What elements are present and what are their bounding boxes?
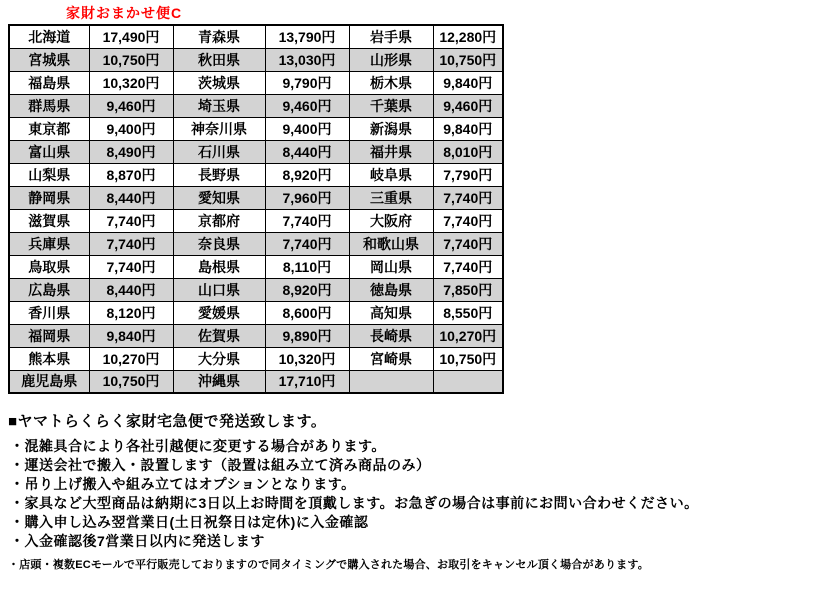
price-cell: 8,490円 [89,140,173,163]
price-cell: 8,920円 [265,163,349,186]
prefecture-cell: 山梨県 [9,163,89,186]
price-cell: 8,600円 [265,301,349,324]
price-cell: 10,320円 [265,347,349,370]
price-cell: 17,490円 [89,25,173,48]
table-row [9,324,503,347]
prefecture-cell: 長野県 [173,163,265,186]
prefecture-cell: 京都府 [173,209,265,232]
prefecture-cell: 静岡県 [9,186,89,209]
shipping-notes-list [10,437,699,551]
price-cell: 7,960円 [265,186,349,209]
table-row [9,232,503,255]
price-cell: 7,740円 [433,255,503,278]
prefecture-cell: 山形県 [349,48,433,71]
price-cell: 7,740円 [89,255,173,278]
prefecture-cell: 愛知県 [173,186,265,209]
price-cell: 12,280円 [433,25,503,48]
prefecture-cell: 富山県 [9,140,89,163]
table-row [9,117,503,140]
note-bullet: ・入金確認後7営業日以内に発送します [10,533,265,549]
prefecture-cell: 奈良県 [173,232,265,255]
price-cell: 9,890円 [265,324,349,347]
prefecture-cell: 栃木県 [349,71,433,94]
price-cell: 7,740円 [433,232,503,255]
prefecture-cell: 千葉県 [349,94,433,117]
shipping-notes-heading: ■ヤマトらくらく家財宅急便で発送致します。 [8,413,327,430]
price-cell: 8,870円 [89,163,173,186]
price-cell: 9,400円 [265,117,349,140]
price-cell: 7,790円 [433,163,503,186]
table-row [9,140,503,163]
price-cell: 9,460円 [89,94,173,117]
prefecture-cell: 北海道 [9,25,89,48]
price-cell: 8,550円 [433,301,503,324]
prefecture-cell: 青森県 [173,25,265,48]
table-row [9,186,503,209]
prefecture-cell: 石川県 [173,140,265,163]
shipping-fee-table-body [9,25,503,393]
price-cell: 9,460円 [265,94,349,117]
prefecture-cell: 愛媛県 [173,301,265,324]
price-cell: 10,750円 [433,347,503,370]
prefecture-cell: 高知県 [349,301,433,324]
price-cell: 10,270円 [89,347,173,370]
prefecture-cell: 福岡県 [9,324,89,347]
price-cell: 10,320円 [89,71,173,94]
prefecture-cell: 大阪府 [349,209,433,232]
prefecture-cell: 岡山県 [349,255,433,278]
price-cell: 9,460円 [433,94,503,117]
table-row [9,255,503,278]
table-row [9,370,503,393]
note-bullet: ・家具など大型商品は納期に3日以上お時間を頂戴します。お急ぎの場合は事前にお問い合わせください。 [10,495,699,511]
shipping-fee-table [8,24,504,394]
prefecture-cell: 茨城県 [173,71,265,94]
table-row [9,163,503,186]
price-cell: 7,740円 [433,186,503,209]
prefecture-cell: 神奈川県 [173,117,265,140]
price-cell: 9,840円 [89,324,173,347]
price-cell: 13,030円 [265,48,349,71]
price-cell: 9,790円 [265,71,349,94]
prefecture-cell: 鳥取県 [9,255,89,278]
table-row [9,301,503,324]
prefecture-cell: 広島県 [9,278,89,301]
price-cell [433,370,503,393]
prefecture-cell: 熊本県 [9,347,89,370]
price-cell: 10,750円 [433,48,503,71]
price-cell: 8,440円 [89,278,173,301]
price-cell: 9,840円 [433,117,503,140]
prefecture-cell: 大分県 [173,347,265,370]
cancellation-small-note: ・店頭・複数ECモールで平行販売しておりますので同タイミングで購入された場合、お取引をキャンセル頂く場合があります。 [8,559,649,571]
prefecture-cell: 群馬県 [9,94,89,117]
note-bullet: ・運送会社で搬入・設置します（設置は組み立て済み商品のみ） [10,457,431,473]
table-row [9,71,503,94]
prefecture-cell: 山口県 [173,278,265,301]
prefecture-cell: 福井県 [349,140,433,163]
prefecture-cell: 和歌山県 [349,232,433,255]
prefecture-cell: 岩手県 [349,25,433,48]
prefecture-cell: 宮崎県 [349,347,433,370]
price-cell: 8,440円 [265,140,349,163]
table-row [9,48,503,71]
prefecture-cell: 埼玉県 [173,94,265,117]
prefecture-cell: 兵庫県 [9,232,89,255]
price-cell: 9,840円 [433,71,503,94]
prefecture-cell [349,370,433,393]
price-cell: 8,110円 [265,255,349,278]
price-cell: 7,740円 [89,209,173,232]
price-cell: 8,920円 [265,278,349,301]
table-row [9,347,503,370]
prefecture-cell: 新潟県 [349,117,433,140]
price-cell: 9,400円 [89,117,173,140]
prefecture-cell: 秋田県 [173,48,265,71]
note-bullet: ・混雑具合により各社引越便に変更する場合があります。 [10,438,386,454]
price-cell: 10,750円 [89,370,173,393]
table-row [9,94,503,117]
prefecture-cell: 長崎県 [349,324,433,347]
prefecture-cell: 鹿児島県 [9,370,89,393]
prefecture-cell: 滋賀県 [9,209,89,232]
prefecture-cell: 徳島県 [349,278,433,301]
prefecture-cell: 東京都 [9,117,89,140]
prefecture-cell: 佐賀県 [173,324,265,347]
prefecture-cell: 宮城県 [9,48,89,71]
price-cell: 8,010円 [433,140,503,163]
price-cell: 7,740円 [89,232,173,255]
prefecture-cell: 香川県 [9,301,89,324]
table-row [9,25,503,48]
table-row [9,278,503,301]
prefecture-cell: 岐阜県 [349,163,433,186]
note-bullet: ・吊り上げ搬入や組み立てはオプションとなります。 [10,476,356,492]
table-row [9,209,503,232]
price-cell: 10,270円 [433,324,503,347]
page-title: 家財おまかせ便C [66,5,183,21]
price-cell: 8,440円 [89,186,173,209]
prefecture-cell: 三重県 [349,186,433,209]
price-cell: 7,740円 [265,232,349,255]
price-cell: 13,790円 [265,25,349,48]
note-bullet: ・購入申し込み翌営業日(土日祝祭日は定休)に入金確認 [10,514,369,530]
price-cell: 7,850円 [433,278,503,301]
price-cell: 8,120円 [89,301,173,324]
price-cell: 7,740円 [265,209,349,232]
prefecture-cell: 島根県 [173,255,265,278]
price-cell: 17,710円 [265,370,349,393]
prefecture-cell: 福島県 [9,71,89,94]
price-cell: 7,740円 [433,209,503,232]
prefecture-cell: 沖縄県 [173,370,265,393]
price-cell: 10,750円 [89,48,173,71]
